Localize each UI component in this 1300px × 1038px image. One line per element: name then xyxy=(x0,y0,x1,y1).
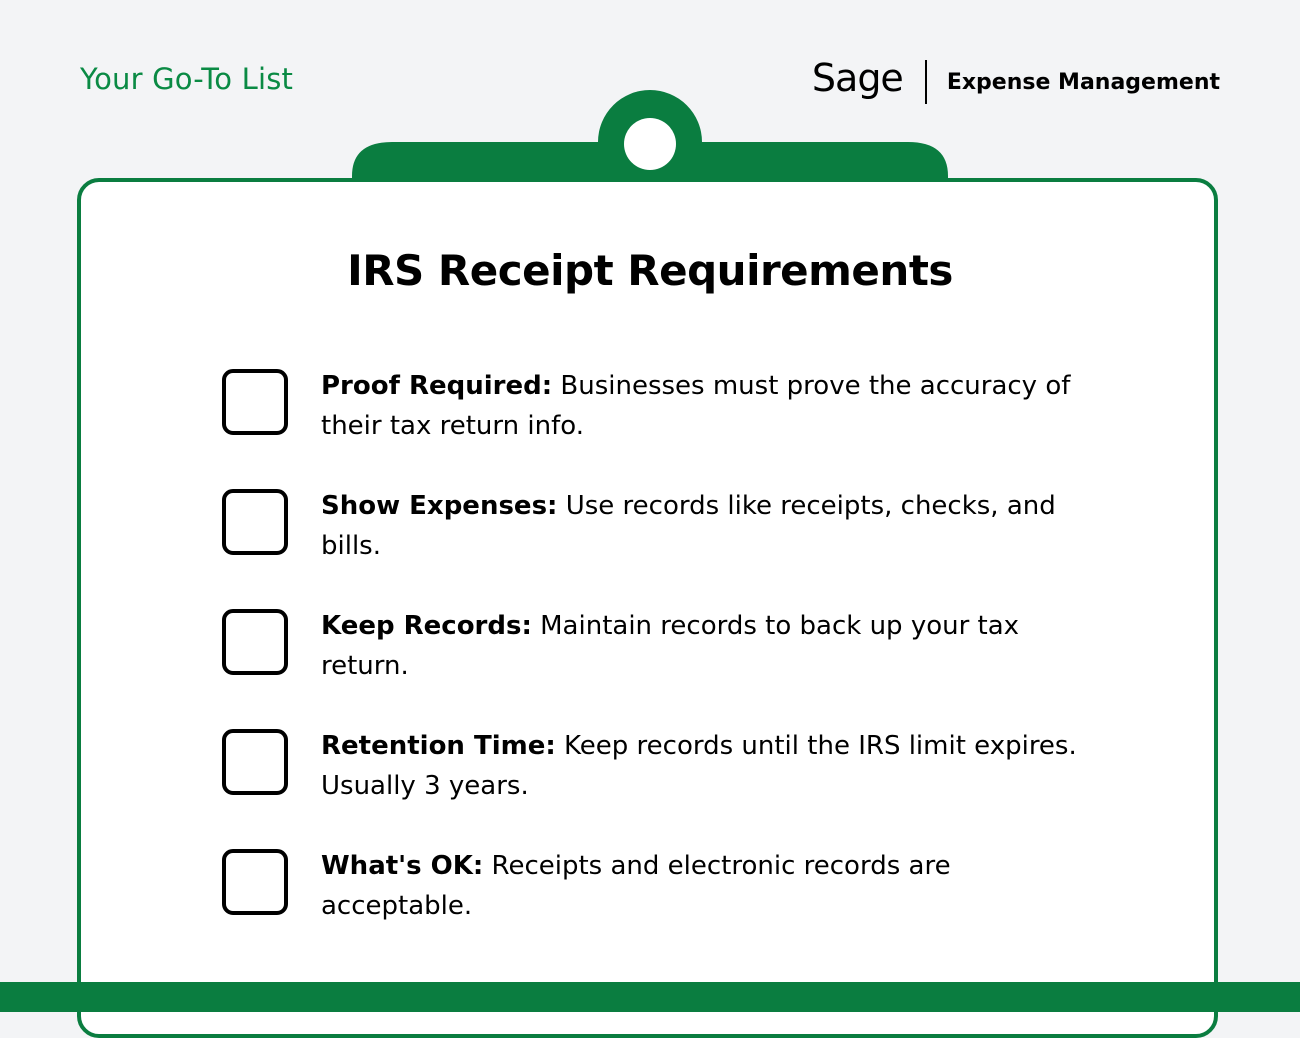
checkbox-icon[interactable] xyxy=(222,609,288,675)
card-title: IRS Receipt Requirements xyxy=(347,246,953,295)
list-item xyxy=(222,366,1102,486)
item-text xyxy=(321,366,1081,446)
checkbox-icon[interactable] xyxy=(222,729,288,795)
checkbox-icon[interactable] xyxy=(222,369,288,435)
item-text xyxy=(321,486,1081,566)
clipboard-clip-icon xyxy=(0,0,1300,200)
item-text xyxy=(321,846,1081,926)
item-label: Retention Time: xyxy=(321,731,556,761)
item-label: Show Expenses: xyxy=(321,491,558,521)
item-description: Maintain records to back up your tax return. xyxy=(321,611,1020,681)
item-description: Businesses must prove the accuracy of their tax return info. xyxy=(321,371,1071,441)
list-item xyxy=(222,486,1102,606)
item-text xyxy=(321,606,1081,686)
item-label: Proof Required: xyxy=(321,371,553,401)
list-item xyxy=(222,846,1102,966)
item-description: Use records like receipts, checks, and bills. xyxy=(321,491,1056,561)
list-item xyxy=(222,606,1102,726)
item-label: Keep Records: xyxy=(321,611,532,641)
checkbox-icon[interactable] xyxy=(222,489,288,555)
item-label: What's OK: xyxy=(321,851,484,881)
list-item xyxy=(222,726,1102,846)
tagline: Your Go-To List xyxy=(80,62,294,96)
item-text xyxy=(321,726,1081,806)
sage-logo: Sage xyxy=(811,56,903,100)
brand-product-name: Expense Management xyxy=(946,69,1220,95)
requirements-list xyxy=(222,366,1102,966)
checkbox-icon[interactable] xyxy=(222,849,288,915)
item-description: Keep records until the IRS limit expires. Usually 3 years. xyxy=(321,731,1077,801)
footer-bar xyxy=(0,982,1300,1012)
item-description: Receipts and electronic records are acceptable. xyxy=(321,851,951,921)
